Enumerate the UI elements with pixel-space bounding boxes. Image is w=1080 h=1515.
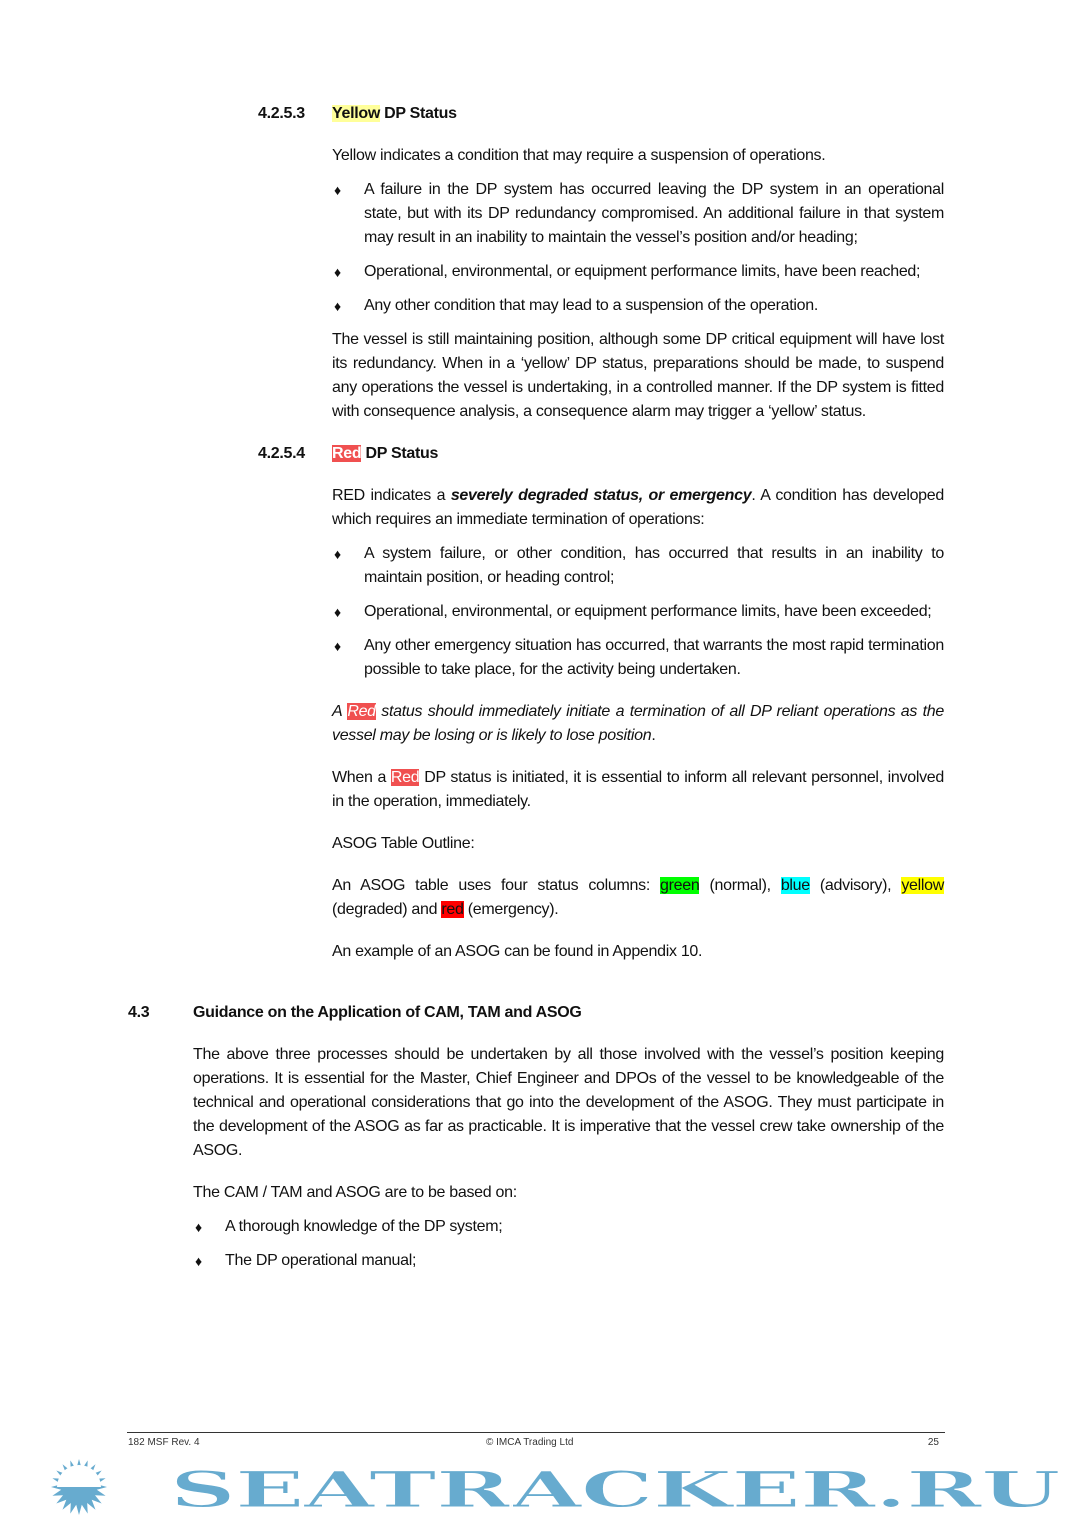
section-number: 4.2.5.3 xyxy=(258,105,305,122)
diamond-bullet-icon: ♦ xyxy=(334,264,341,280)
section-4-2-5-4 xyxy=(258,442,944,964)
paragraph: Yellow indicates a condition that may require a suspension of operations. xyxy=(332,147,826,164)
list-item xyxy=(334,294,944,318)
text: status should immediately initiate a termination of all DP reliant operations as the vessel may be losing or is likely to lose position xyxy=(332,703,944,744)
diamond-bullet-icon: ♦ xyxy=(334,182,341,198)
section-4-2-5-3 xyxy=(258,102,944,424)
text: An ASOG table uses four status columns: xyxy=(332,877,660,894)
paragraph: An example of an ASOG can be found in Appendix 10. xyxy=(332,943,703,960)
diamond-bullet-icon: ♦ xyxy=(334,546,341,562)
section-title xyxy=(332,442,438,466)
text: . xyxy=(651,727,656,744)
red-highlight: Red xyxy=(332,445,362,462)
red-highlight: Red xyxy=(347,703,376,720)
text: RED indicates a xyxy=(332,487,451,504)
list-item-text: Any other emergency situation has occurred, that warrants the most rapid termination possible to take place, for the activity being undertaken. xyxy=(364,637,944,678)
diamond-bullet-icon: ♦ xyxy=(334,298,341,314)
list-item-text: Any other condition that may lead to a suspension of the operation. xyxy=(364,297,818,314)
footer-copyright: © IMCA Trading Ltd xyxy=(486,1437,574,1448)
list-item xyxy=(334,260,944,284)
list-item-text: A thorough knowledge of the DP system; xyxy=(225,1218,503,1235)
list-item xyxy=(334,178,944,250)
text: (advisory), xyxy=(809,877,902,894)
section-heading xyxy=(258,442,944,466)
footer-doc-ref: 182 MSF Rev. 4 xyxy=(128,1437,200,1448)
text: (degraded) and xyxy=(332,901,442,918)
diamond-bullet-icon: ♦ xyxy=(334,638,341,654)
page-footer xyxy=(127,1432,945,1455)
list-item-text: A failure in the DP system has occurred leaving the DP system in an operational state, but with its DP redundancy compromised. An additional failure in that system may result in an inability to maintain the vessel’s position and/or heading; xyxy=(364,181,944,246)
list-item-text: A system failure, or other condition, has occurred that results in an inability to maintain position, or heading control; xyxy=(364,545,944,586)
paragraph xyxy=(332,484,944,532)
title-text: DP Status xyxy=(361,445,439,462)
section-4-3 xyxy=(128,1001,944,1273)
paragraph xyxy=(332,766,944,814)
diamond-bullet-icon: ♦ xyxy=(195,1253,202,1269)
diamond-bullet-icon: ♦ xyxy=(195,1219,202,1235)
sun-icon xyxy=(51,1459,107,1515)
yellow-highlight: Yellow xyxy=(332,105,380,122)
green-highlight: green xyxy=(660,877,700,894)
list-item xyxy=(334,542,944,590)
list-item-text: Operational, environmental, or equipment performance limits, have been reached; xyxy=(364,263,921,280)
list-item-text: The DP operational manual; xyxy=(225,1252,417,1269)
section-number: 4.3 xyxy=(128,1004,150,1021)
blue-highlight: blue xyxy=(780,877,810,894)
page-content xyxy=(0,102,1080,1283)
list-item xyxy=(334,634,944,682)
list-item-text: Operational, environmental, or equipment performance limits, have been exceeded; xyxy=(364,603,932,620)
section-title: Guidance on the Application of CAM, TAM and ASOG xyxy=(193,1004,582,1021)
section-heading xyxy=(258,102,944,126)
italic-paragraph xyxy=(332,700,944,748)
list-item xyxy=(334,600,944,624)
paragraph: ASOG Table Outline: xyxy=(332,835,475,852)
text: (normal), xyxy=(699,877,781,894)
page-number: 25 xyxy=(927,1437,939,1448)
paragraph: The above three processes should be undertaken by all those involved with the vessel’s position keeping operations. It is essential for the Master, Chief Engineer and DPOs of the vessel to be knowledgeable of the technical and operational considerations that go into the development of the ASOG. They must participate in the development of the ASOG as far as practicable. It is imperative that the vessel crew take ownership of the ASOG. xyxy=(193,1046,944,1159)
list-item xyxy=(195,1249,944,1273)
diamond-bullet-icon: ♦ xyxy=(334,604,341,620)
section-number: 4.2.5.4 xyxy=(258,445,305,462)
paragraph: The CAM / TAM and ASOG are to be based on: xyxy=(193,1184,517,1201)
paragraph: The vessel is still maintaining position, although some DP critical equipment will have lost its redundancy. When in a ‘yellow’ DP status, preparations should be made, to suspend any operations the vessel is undertaking, in a controlled manner. If the DP system is fitted with consequence analysis, a consequence alarm may trigger a ‘yellow’ status. xyxy=(332,331,944,420)
title-text: DP Status xyxy=(380,105,457,122)
watermark-logo xyxy=(0,1457,1080,1515)
watermark-text: SEATRACKER.RU xyxy=(170,1460,1060,1515)
section-title xyxy=(332,102,457,126)
text: A xyxy=(332,703,348,720)
red-highlight: red xyxy=(441,901,464,918)
text: . A condition has developed which requires an immediate termination of operations: xyxy=(332,487,944,528)
text: (emergency). xyxy=(463,901,559,918)
text: DP status is initiated, it is essential to inform all relevant personnel, involved in the operation, immediately. xyxy=(332,769,944,810)
text: When a xyxy=(332,769,391,786)
yellow-highlight: yellow xyxy=(901,877,944,894)
list-item xyxy=(195,1215,944,1239)
section-heading xyxy=(128,1001,944,1025)
red-highlight: Red xyxy=(390,769,420,786)
paragraph xyxy=(332,874,944,922)
emphasis: severely degraded status, or emergency xyxy=(450,487,752,504)
